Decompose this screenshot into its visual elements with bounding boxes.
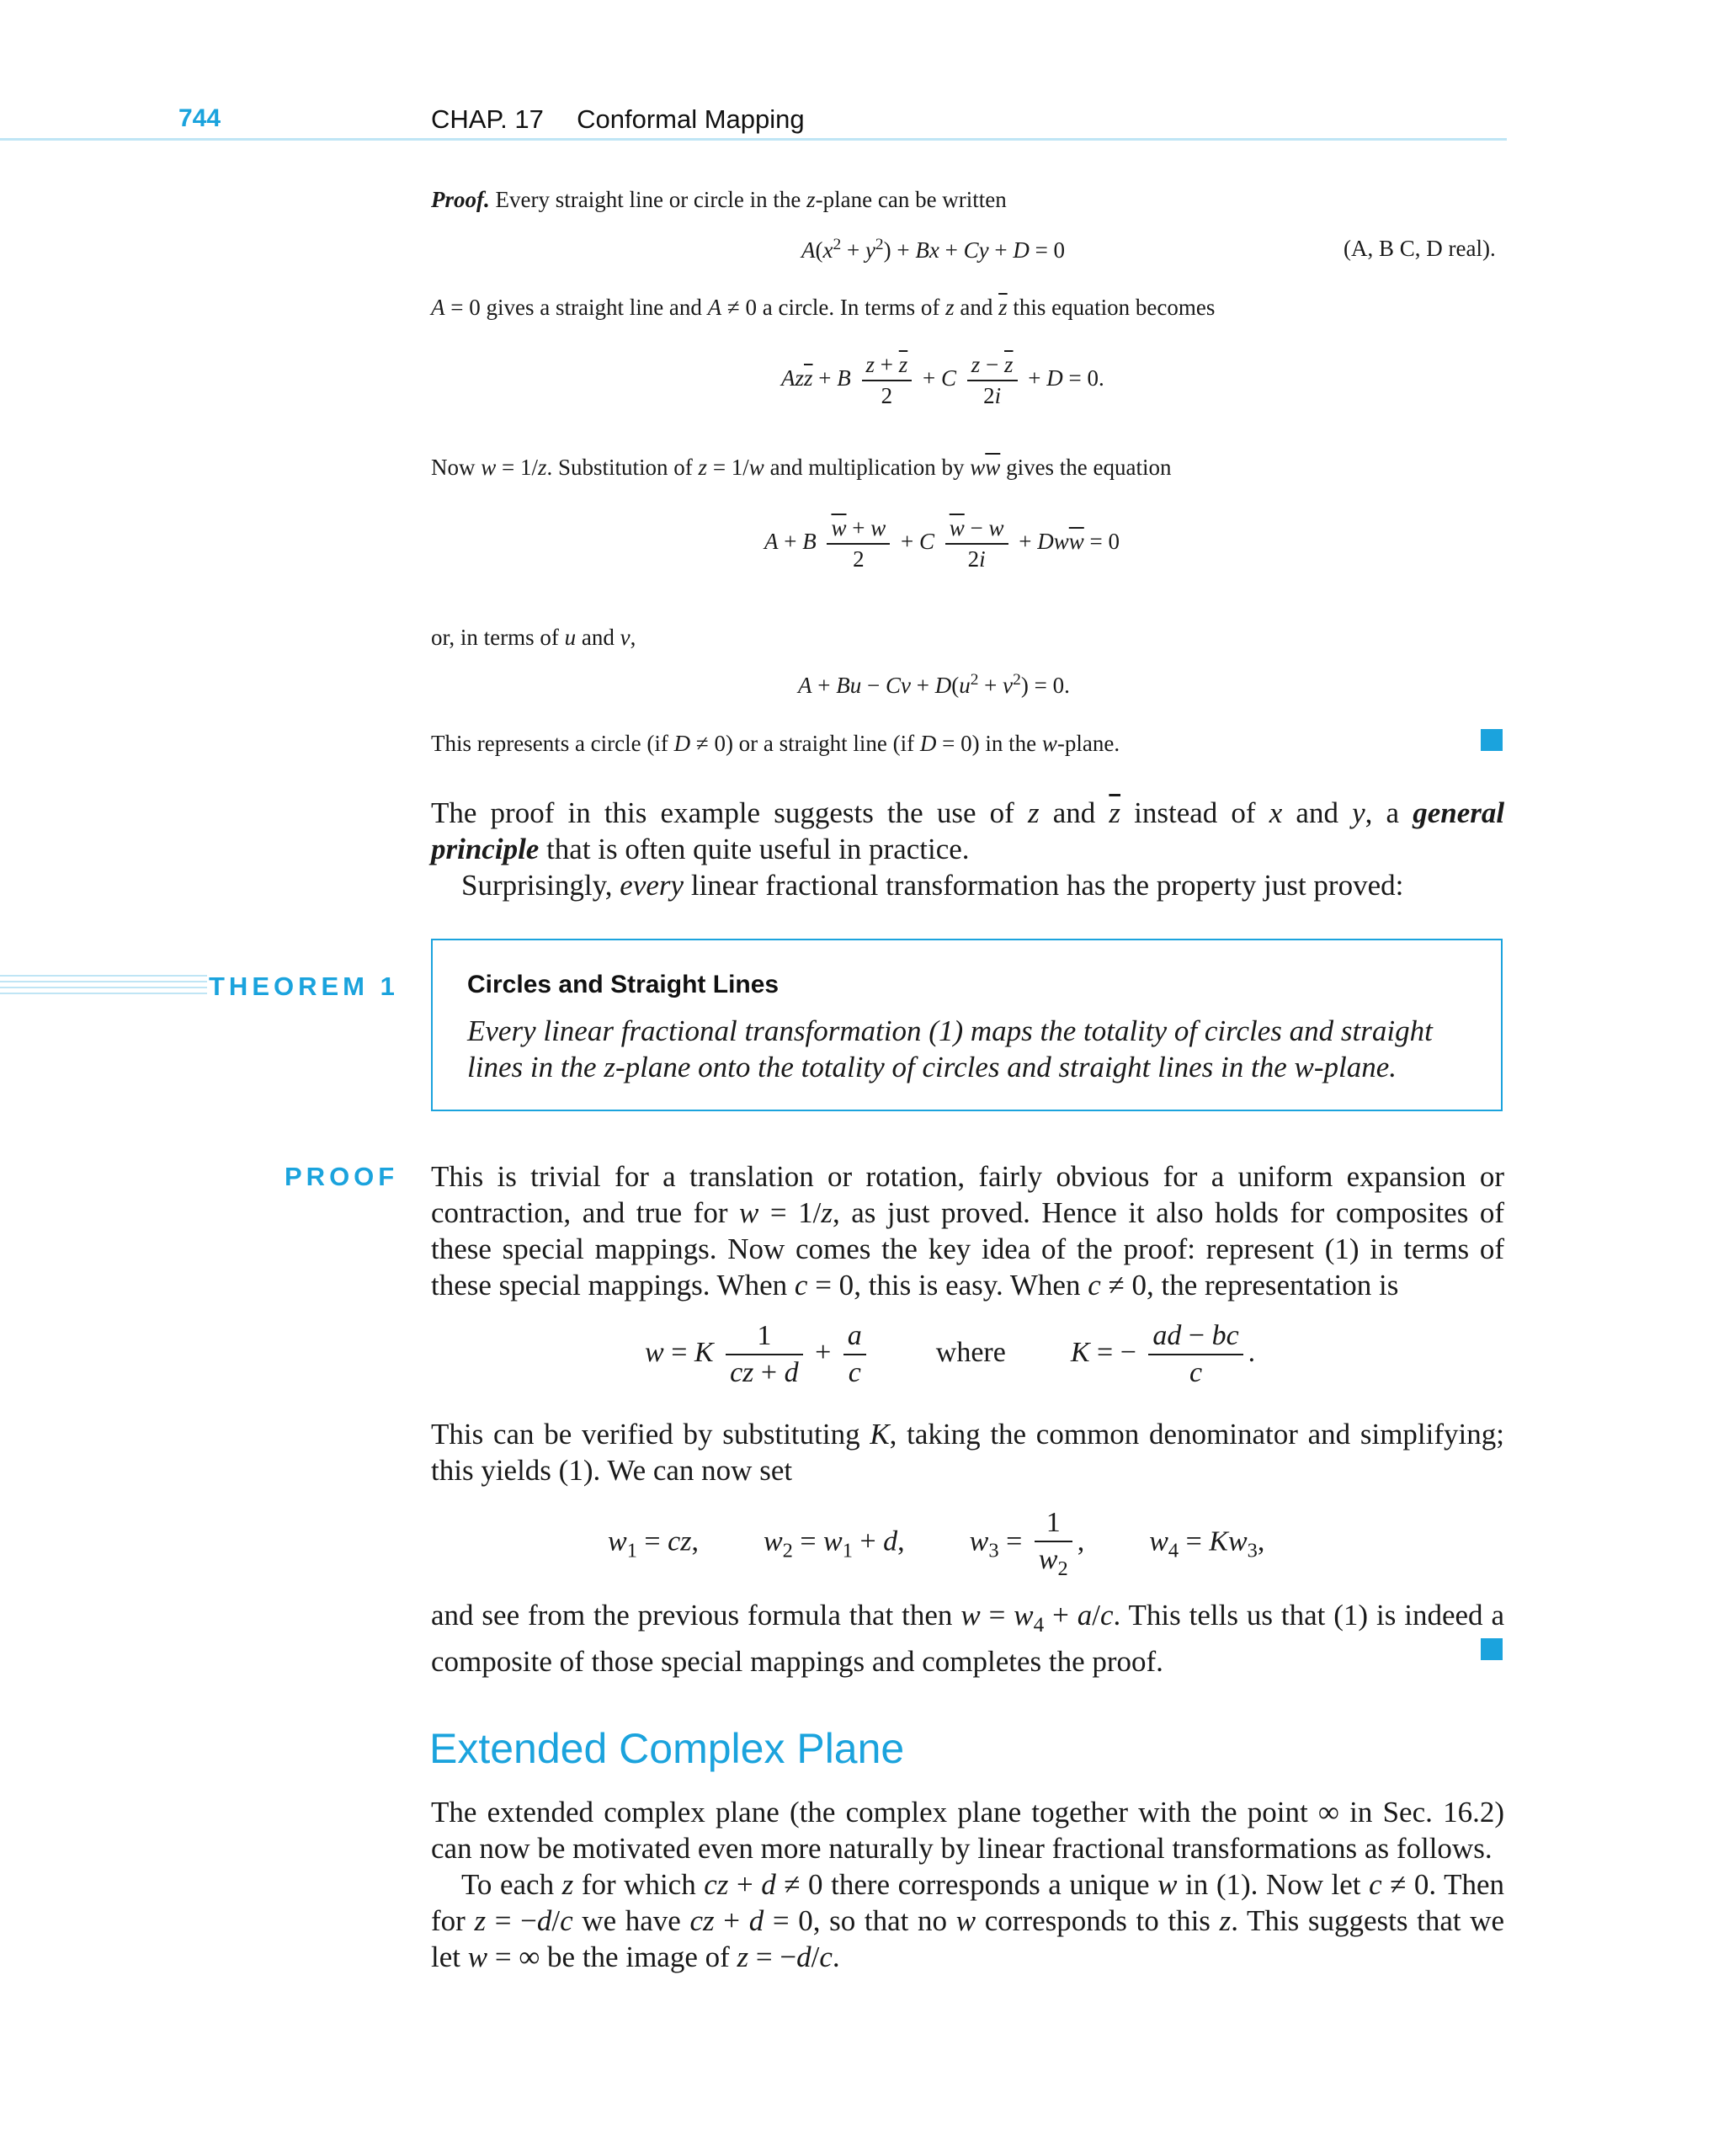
equation-general-circle: $A(x^2 + y^2) + Bx + Cy + D = 0$ (801, 236, 1066, 263)
proof-paragraph: This is trivial for a translation or rotation, fairly obvious for a uniform expansion or contraction, and true for w = 1/z, as just proved. Hence it also holds for composites of these special mappings. Now comes the key idea of the proof: represent (1) in terms of these special mappings. When c = 0, this is easy. When c ≠ 0, the representation is (431, 1160, 1504, 1302)
proof-line-4: or, in terms of u and v, (431, 625, 636, 650)
section-paragraph-2: To each z for which cz + d ≠ 0 there corresponds a unique w in (1). Now let c ≠ 0. Then for z = −d/c we have cz + d = 0, so that no w corresponds to this z. This suggests that we let w = ∞ be the image of z = −d/c. (431, 1868, 1505, 1973)
proof-line-5: This represents a circle (if D ≠ 0) or a straight line (if D = 0) in the w-plane. (431, 731, 1120, 756)
chapter-label: CHAP. 17 (431, 104, 544, 134)
chapter-title: Conformal Mapping (577, 104, 805, 134)
header-rule (0, 138, 1507, 141)
proof-label: PROOF (285, 1162, 399, 1191)
qed-square (1481, 1638, 1503, 1660)
theorem-label: THEOREM 1 (209, 972, 399, 1001)
equation-note: (A, B C, D real). (1344, 236, 1496, 261)
equation-compositions: $w_1$ = cz, $w_2 = w_1 + d$, $w_3$ = $\frac{1}{w_2}$ , $w_4 = Kw_3$, (608, 1507, 1265, 1580)
equation-u-v: $A + Bu - Cv + D(u^2 + v^2) = 0$. (798, 671, 1070, 698)
theorem-body: Every linear fractional transformation (1) maps the totality of circles and straight lines in the z-plane onto the totality of circles and straight lines in the w-plane. (467, 1014, 1433, 1083)
conclusion-paragraph: and see from the previous formula that then $w = w_4 + a/c$. This tells us that (1) is indeed a composite of those special mappings and completes the proof. (431, 1599, 1504, 1678)
surprisingly-paragraph: Surprisingly, every linear fractional transformation has the property just proved: (461, 869, 1404, 902)
equation-representation: w = K $\frac{1}{cz + d}$ + $\frac{a}{c}$ where K = − $\frac{ad - bc}{c}$ . (645, 1320, 1256, 1388)
section-paragraph-1: The extended complex plane (the complex plane together with the point ∞ in Sec. 16.2) can now be motivated even more naturally by linear fractional transformations as follows. (431, 1796, 1504, 1865)
theorem-box (431, 939, 1503, 1111)
proof-intro: Proof. Every straight line or circle in the z-plane can be written (431, 187, 1007, 212)
proof-line-2: A = 0 gives a straight line and A ≠ 0 a circle. In terms of z and $\overline{z}$ this equation becomes (431, 295, 1216, 320)
theorem-title: Circles and Straight Lines (467, 971, 780, 998)
equation-z-zbar: $Az\overline{z} + B$ $\frac{z + \overline{z}}{2}$ + C $\frac{z - \overline{z}}{2i}$ + D = 0. (781, 352, 1104, 408)
running-header (431, 104, 805, 135)
principle-paragraph: The proof in this example suggests the use of z and $\overline{z}$ instead of x and y, a general principle that is often quite useful in practice. (431, 796, 1505, 865)
where-word: where (935, 1336, 1006, 1368)
equation-w-wbar: A + B $\frac{\overline{w} + w}{2}$ + C $\frac{\overline{w} - w}{2i}$ + $Dw\overline{w} = 0$ (764, 515, 1120, 572)
section-title: Extended Complex Plane (429, 1725, 905, 1772)
verification-paragraph: This can be verified by substituting K, taking the common denominator and simplifying; this yields (1). We can now set (431, 1418, 1504, 1487)
page-number: 744 (178, 104, 221, 132)
qed-square (1481, 729, 1503, 751)
proof-line-3: Now w = 1/z. Substitution of z = 1/w and multiplication by $w\overline{w}$ gives the equation (431, 455, 1172, 480)
